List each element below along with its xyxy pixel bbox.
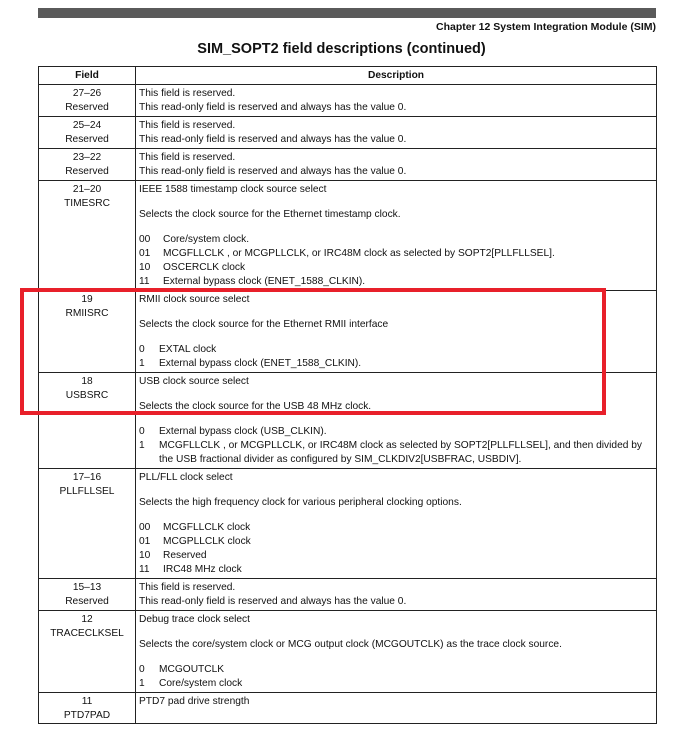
option-line: [139, 247, 652, 261]
description-cell: [136, 579, 657, 611]
description-title: PLL/FLL clock select: [139, 472, 233, 483]
option-code: 01: [139, 248, 151, 259]
description-title: RMII clock source select: [139, 294, 250, 305]
option-code: 10: [139, 550, 151, 561]
option-code: 0: [139, 664, 145, 675]
field-name: Reserved: [65, 596, 109, 607]
option-line: [139, 357, 652, 371]
option-text: MCGPLLCLK clock: [163, 536, 251, 547]
description-line: This field is reserved.: [139, 120, 236, 131]
description-summary: Selects the core/system clock or MCG output clock (MCGOUTCLK) as the trace clock source.: [139, 639, 562, 650]
option-code: 11: [139, 276, 150, 287]
table-row: [39, 181, 657, 291]
field-name: RMIISRC: [65, 308, 109, 319]
field-name: PTD7PAD: [63, 710, 111, 721]
option-text: MCGFLLCLK clock: [163, 522, 251, 533]
column-header-field: Field: [39, 67, 136, 85]
option-line: [139, 425, 652, 439]
option-code: 1: [139, 678, 145, 689]
option-line: [139, 343, 652, 357]
description-summary: Selects the clock source for the USB 48 MHz clock.: [139, 401, 372, 412]
option-text: External bypass clock (ENET_1588_CLKIN).: [159, 358, 362, 369]
field-cell: [39, 469, 136, 579]
option-code: 11: [139, 564, 150, 575]
field-cell: [39, 611, 136, 693]
description-line: This read-only field is reserved and always has the value 0.: [139, 166, 407, 177]
description-title: USB clock source select: [139, 376, 249, 387]
option-code: 00: [139, 234, 151, 245]
description-title: IEEE 1588 timestamp clock source select: [139, 184, 327, 195]
description-summary: Selects the high frequency clock for various peripheral clocking options.: [139, 497, 462, 508]
field-name: PLLFLLSEL: [59, 486, 115, 497]
option-line: [139, 439, 652, 467]
option-text: External bypass clock (USB_CLKIN).: [159, 426, 327, 437]
field-cell: [39, 181, 136, 291]
description-line: This field is reserved.: [139, 88, 236, 99]
description-cell: [136, 469, 657, 579]
option-text: MCGFLLCLK , or MCGPLLCLK, or IRC48M clock as selected by SOPT2[PLLFLLSEL].: [163, 248, 555, 259]
option-text: Core/system clock: [159, 678, 243, 689]
header-bar: [38, 8, 656, 18]
table-title: SIM_SOPT2 field descriptions (continued): [197, 41, 486, 57]
column-header-description: Description: [136, 67, 657, 85]
field-name: USBSRC: [65, 390, 109, 401]
field-bits: 19: [81, 294, 93, 305]
option-text: OSCERCLK clock: [163, 262, 246, 273]
description-cell: [136, 181, 657, 291]
table-row: [39, 85, 657, 117]
table-row: [39, 579, 657, 611]
option-code: 0: [139, 426, 145, 437]
option-code: 0: [139, 344, 145, 355]
description-cell: [136, 611, 657, 693]
description-cell: [136, 291, 657, 373]
field-bits: 18: [81, 376, 93, 387]
field-name: TRACECLKSEL: [50, 628, 124, 639]
description-line: This field is reserved.: [139, 152, 236, 163]
option-line: [139, 663, 652, 677]
option-line: [139, 677, 652, 691]
description-line: This read-only field is reserved and always has the value 0.: [139, 596, 407, 607]
option-line: [139, 261, 652, 275]
field-bits: 21–20: [72, 184, 102, 195]
description-cell: [136, 373, 657, 469]
field-bits: 27–26: [72, 88, 102, 99]
field-bits: 12: [81, 614, 93, 625]
description-title: Debug trace clock select: [139, 614, 250, 625]
field-cell: [39, 117, 136, 149]
field-name: TIMESRC: [64, 198, 110, 209]
description-cell: [136, 85, 657, 117]
field-cell: [39, 149, 136, 181]
field-bits: 17–16: [72, 472, 102, 483]
table-row: [39, 611, 657, 693]
option-text: MCGFLLCLK , or MCGPLLCLK, or IRC48M clock as selected by SOPT2[PLLFLLSEL], and then divided by the USB fractional divider as configured by SIM_CLKDIV2[USBFRAC, USBDIV].: [159, 440, 642, 465]
field-cell: [39, 373, 136, 469]
description-line: This read-only field is reserved and always has the value 0.: [139, 134, 407, 145]
description-cell: [136, 693, 657, 724]
option-text: Core/system clock.: [163, 234, 250, 245]
option-line: [139, 233, 652, 247]
field-bits: 25–24: [72, 120, 102, 131]
field-bits: 11: [81, 696, 93, 707]
option-text: MCGOUTCLK: [159, 664, 225, 675]
field-descriptions-table: [38, 66, 657, 724]
description-title: PTD7 pad drive strength: [139, 696, 250, 707]
description-line: This field is reserved.: [139, 582, 236, 593]
field-name: Reserved: [65, 134, 109, 145]
table-row: [39, 373, 657, 469]
table-row: [39, 149, 657, 181]
table-row: [39, 469, 657, 579]
description-summary: Selects the clock source for the Ethernet timestamp clock.: [139, 209, 401, 220]
field-bits: 23–22: [72, 152, 102, 163]
description-cell: [136, 149, 657, 181]
description-cell: [136, 117, 657, 149]
description-line: This read-only field is reserved and always has the value 0.: [139, 102, 407, 113]
field-cell: [39, 693, 136, 724]
field-name: Reserved: [65, 166, 109, 177]
chapter-heading: Chapter 12 System Integration Module (SIM): [436, 21, 656, 33]
field-cell: [39, 579, 136, 611]
table-row: [39, 693, 657, 724]
table-header-row: [39, 67, 657, 85]
field-cell: [39, 85, 136, 117]
option-text: Reserved: [163, 550, 207, 561]
option-code: 1: [139, 440, 145, 451]
option-text: IRC48 MHz clock: [163, 564, 242, 575]
option-code: 01: [139, 536, 151, 547]
table-row: [39, 117, 657, 149]
option-code: 00: [139, 522, 151, 533]
option-line: [139, 549, 652, 563]
option-line: [139, 275, 652, 289]
option-line: [139, 563, 652, 577]
option-code: 10: [139, 262, 151, 273]
option-text: External bypass clock (ENET_1588_CLKIN).: [163, 276, 366, 287]
option-line: [139, 521, 652, 535]
field-cell: [39, 291, 136, 373]
table-row: [39, 291, 657, 373]
description-summary: Selects the clock source for the Ethernet RMII interface: [139, 319, 389, 330]
option-text: EXTAL clock: [159, 344, 217, 355]
option-code: 1: [139, 358, 145, 369]
option-line: [139, 535, 652, 549]
field-bits: 15–13: [72, 582, 102, 593]
field-name: Reserved: [65, 102, 109, 113]
